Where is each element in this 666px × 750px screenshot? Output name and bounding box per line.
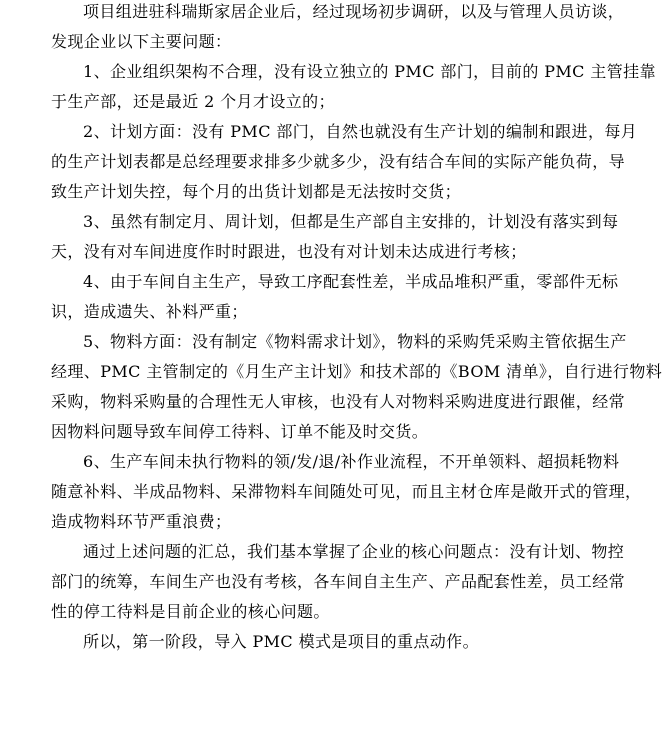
text-line: 性的停工待料是目前企业的核心问题。 xyxy=(51,602,330,621)
text-line: 2、计划方面：没有 PMC 部门，自然也就没有生产计划的编制和跟进，每月 xyxy=(83,122,638,141)
text-line: 1、企业组织架构不合理，没有设立独立的 PMC 部门，目前的 PMC 主管挂靠 xyxy=(83,62,656,81)
text-line: 天，没有对车间进度作时时跟进，也没有对计划未达成进行考核； xyxy=(51,242,527,261)
paragraph-issue-2 xyxy=(19,117,638,207)
text-line: 的生产计划表都是总经理要求排多少就多少，没有结合车间的实际产能负荷，导 xyxy=(51,152,626,171)
text-line: 4、由于车间自主生产，导致工序配套性差，半成品堆积严重，零部件无标 xyxy=(83,272,619,291)
text-line: 发现企业以下主要问题： xyxy=(51,32,232,51)
text-line: 于生产部，还是最近 2 个月才设立的； xyxy=(51,92,335,111)
text-line: 5、物料方面：没有制定《物料需求计划》，物料的采购凭采购主管依据生产 xyxy=(83,332,627,351)
text-line: 项目组进驻科瑞斯家居企业后，经过现场初步调研，以及与管理人员访谈， xyxy=(83,2,625,21)
text-line: 所以，第一阶段，导入 PMC 模式是项目的重点动作。 xyxy=(83,632,479,651)
paragraph-issue-6 xyxy=(19,447,642,537)
text-line: 因物料问题导致车间停工待料、订单不能及时交货。 xyxy=(51,422,429,441)
text-line: 随意补料、半成品物料、呆滞物料车间随处可见，而且主材仓库是敞开式的管理， xyxy=(51,482,642,501)
text-line: 造成物料环节严重浪费； xyxy=(51,512,232,531)
paragraph-issue-1 xyxy=(19,57,656,117)
text-line: 经理、PMC 主管制定的《月生产主计划》和技术部的《BOM 清单》，自行进行物料 xyxy=(51,362,663,381)
text-line: 识，造成遗失、补料严重； xyxy=(51,302,248,321)
paragraph-summary xyxy=(19,537,631,627)
paragraph-issue-4 xyxy=(19,267,631,327)
paragraph-intro xyxy=(19,0,631,57)
text-line: 6、生产车间未执行物料的领/发/退/补作业流程，不开单领料、超损耗物料 xyxy=(83,452,620,471)
text-line: 致生产计划失控，每个月的出货计划都是无法按时交货； xyxy=(51,182,462,201)
text-line: 3、虽然有制定月、周计划，但都是生产部自主安排的，计划没有落实到每 xyxy=(83,212,619,231)
paragraph-conclusion xyxy=(19,627,631,657)
document-body xyxy=(19,0,663,657)
text-line: 通过上述问题的汇总，我们基本掌握了企业的核心问题点：没有计划、物控 xyxy=(83,542,625,561)
paragraph-issue-3 xyxy=(19,207,631,267)
text-line: 部门的统筹，车间生产也没有考核，各车间自主生产、产品配套性差，员工经常 xyxy=(51,572,626,591)
paragraph-issue-5 xyxy=(19,327,663,447)
text-line: 采购，物料采购量的合理性无人审核，也没有人对物料采购进度进行跟催，经常 xyxy=(51,392,626,411)
